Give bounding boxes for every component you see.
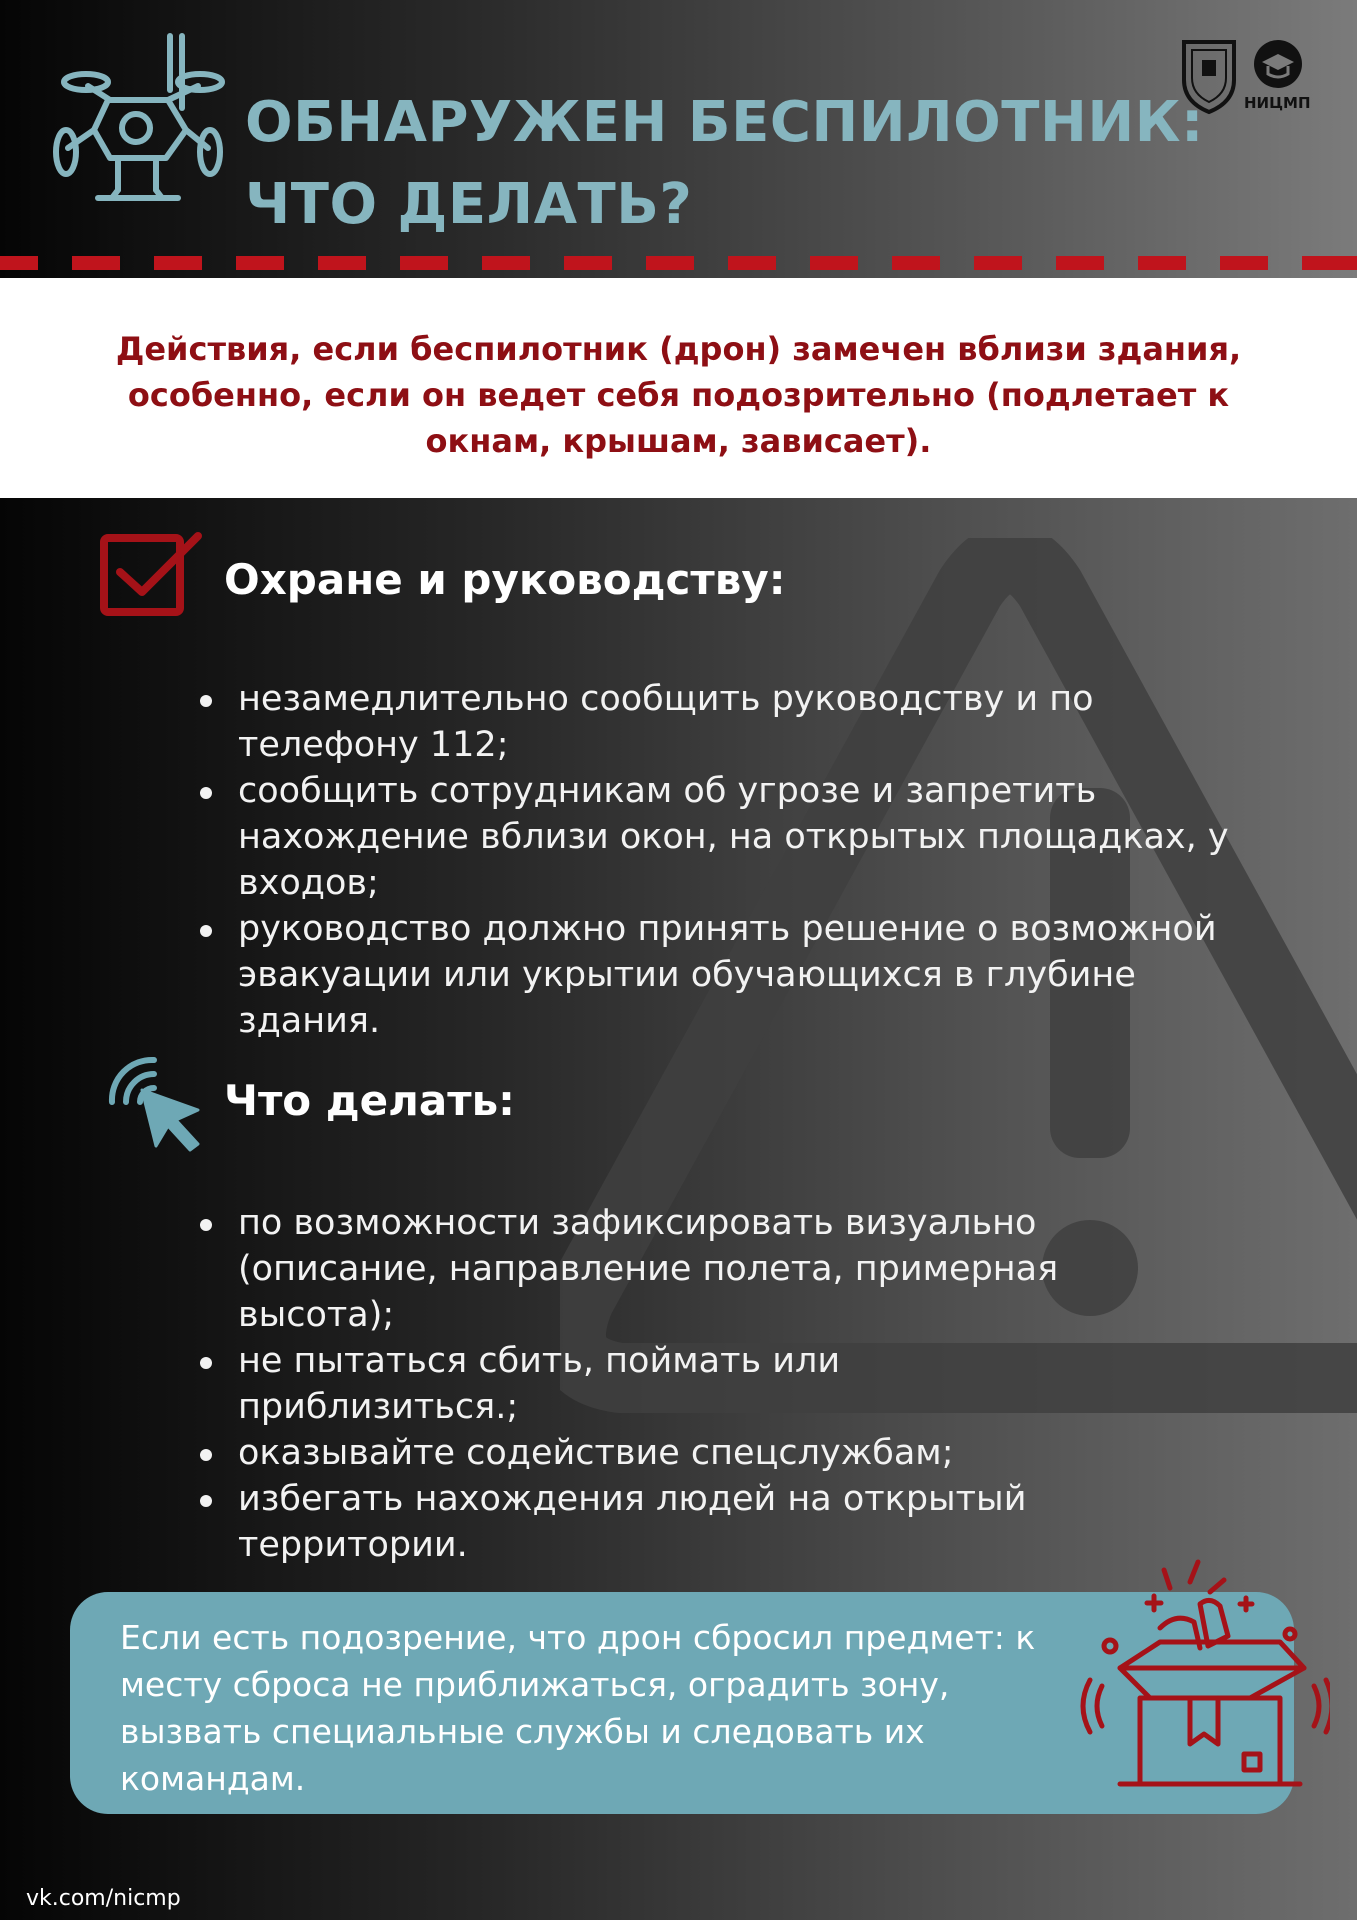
page-title [245,82,1204,246]
intro-text: Действия, если беспилотник (дрон) замечен вблизи здания, особенно, если он ведет себя подозрительно (подлетает к окнам, крышам, зависает). [115,330,1242,460]
title-line-1: ОБНАРУЖЕН БЕСПИЛОТНИК: [245,90,1204,155]
intro-panel [0,278,1357,498]
footer-link[interactable]: vk.com/nicmp [26,1886,181,1911]
list-item: оказывайте содействие спецслужбам; [200,1430,1100,1476]
drone-icon [48,30,228,220]
list-item: избегать нахождения людей на открытый территории. [200,1476,1100,1568]
dropped-package-icon [1080,1558,1330,1808]
list-item: не пытаться сбить, поймать или приблизиться.; [200,1338,1100,1430]
section-title-what-to-do: Что делать: [224,1076,515,1125]
list-item: незамедлительно сообщить руководству и по телефону 112; [200,676,1280,768]
dashed-divider [0,256,1357,270]
what-to-do-list [200,1200,1100,1568]
logo-caption: НИЦМП [1244,94,1311,112]
section-title-security: Охране и руководству: [224,555,786,604]
checkbox-icon [98,528,208,620]
click-cursor-icon [98,1046,208,1156]
notice-text: Если есть подозрение, что дрон сбросил предмет: к месту сброса не приближаться, оградить зону, вызвать специальные службы и следовать их командам. [120,1618,1036,1798]
list-item: сообщить сотрудникам об угрозе и запретить нахождение вблизи окон, на открытых площадках, у входов; [200,768,1280,906]
list-item: по возможности зафиксировать визуально (описание, направление полета, примерная высота); [200,1200,1100,1338]
security-instructions-list [200,676,1280,1044]
main-content [0,498,1357,1920]
title-line-2: ЧТО ДЕЛАТЬ? [245,172,693,237]
list-item: руководство должно принять решение о возможной эвакуации или укрытии обучающихся в глубине здания. [200,906,1280,1044]
header-banner [0,0,1357,278]
